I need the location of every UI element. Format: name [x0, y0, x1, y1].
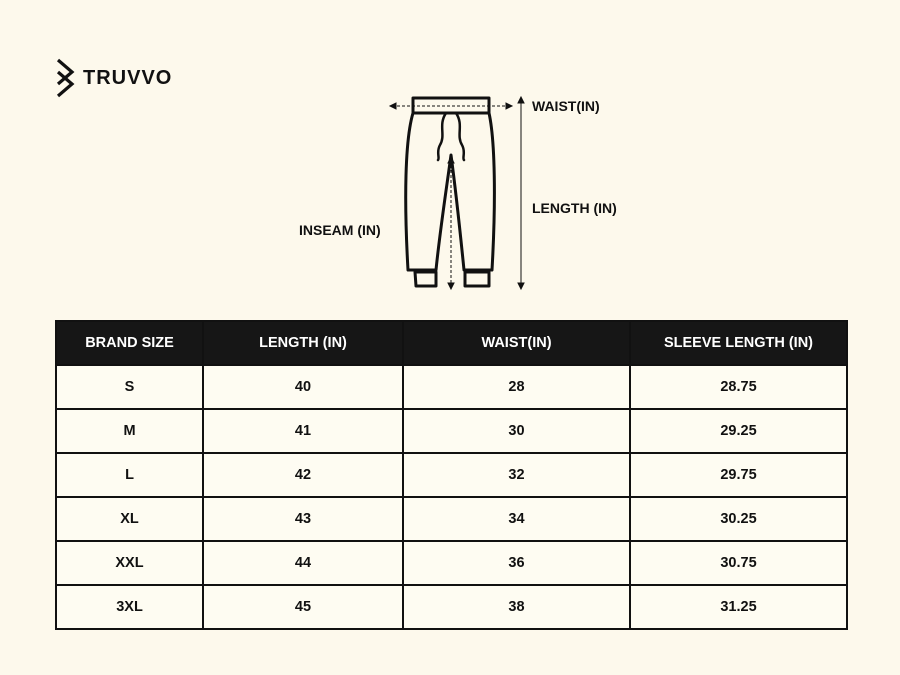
- cell-length: 44: [203, 541, 403, 585]
- cell-length: 41: [203, 409, 403, 453]
- inseam-label: INSEAM (IN): [299, 222, 381, 238]
- table-row: [56, 365, 847, 409]
- cell-sleeve-length: 29.75: [630, 453, 847, 497]
- cell-size: M: [56, 409, 203, 453]
- cell-sleeve-length: 29.25: [630, 409, 847, 453]
- brand-name: TRUVVO: [83, 66, 173, 89]
- cell-size: XL: [56, 497, 203, 541]
- cell-waist: 28: [403, 365, 630, 409]
- cell-sleeve-length: 30.25: [630, 497, 847, 541]
- cell-waist: 38: [403, 585, 630, 629]
- table-row: [56, 497, 847, 541]
- cell-length: 43: [203, 497, 403, 541]
- table-header-row: [56, 321, 847, 365]
- header-brand-size: BRAND SIZE: [56, 321, 203, 365]
- cell-waist: 32: [403, 453, 630, 497]
- cell-length: 40: [203, 365, 403, 409]
- cell-sleeve-length: 31.25: [630, 585, 847, 629]
- length-label: LENGTH (IN): [532, 200, 617, 216]
- waist-arrow: [390, 103, 512, 109]
- header-length: LENGTH (IN): [203, 321, 403, 365]
- pants-icon: [406, 98, 495, 286]
- table-row: [56, 453, 847, 497]
- cell-size: L: [56, 453, 203, 497]
- cell-sleeve-length: 30.75: [630, 541, 847, 585]
- pants-measurement-diagram: [0, 0, 900, 310]
- table-row: [56, 541, 847, 585]
- cell-sleeve-length: 28.75: [630, 365, 847, 409]
- waist-label: WAIST(IN): [532, 98, 600, 114]
- cell-size: 3XL: [56, 585, 203, 629]
- cell-length: 45: [203, 585, 403, 629]
- cell-waist: 30: [403, 409, 630, 453]
- length-arrow: [518, 97, 524, 289]
- header-sleeve-length: SLEEVE LENGTH (IN): [630, 321, 847, 365]
- cell-size: XXL: [56, 541, 203, 585]
- table-row: [56, 409, 847, 453]
- header-waist: WAIST(IN): [403, 321, 630, 365]
- cell-waist: 36: [403, 541, 630, 585]
- cell-waist: 34: [403, 497, 630, 541]
- cell-size: S: [56, 365, 203, 409]
- table-row: [56, 585, 847, 629]
- size-chart-table: [55, 320, 848, 630]
- cell-length: 42: [203, 453, 403, 497]
